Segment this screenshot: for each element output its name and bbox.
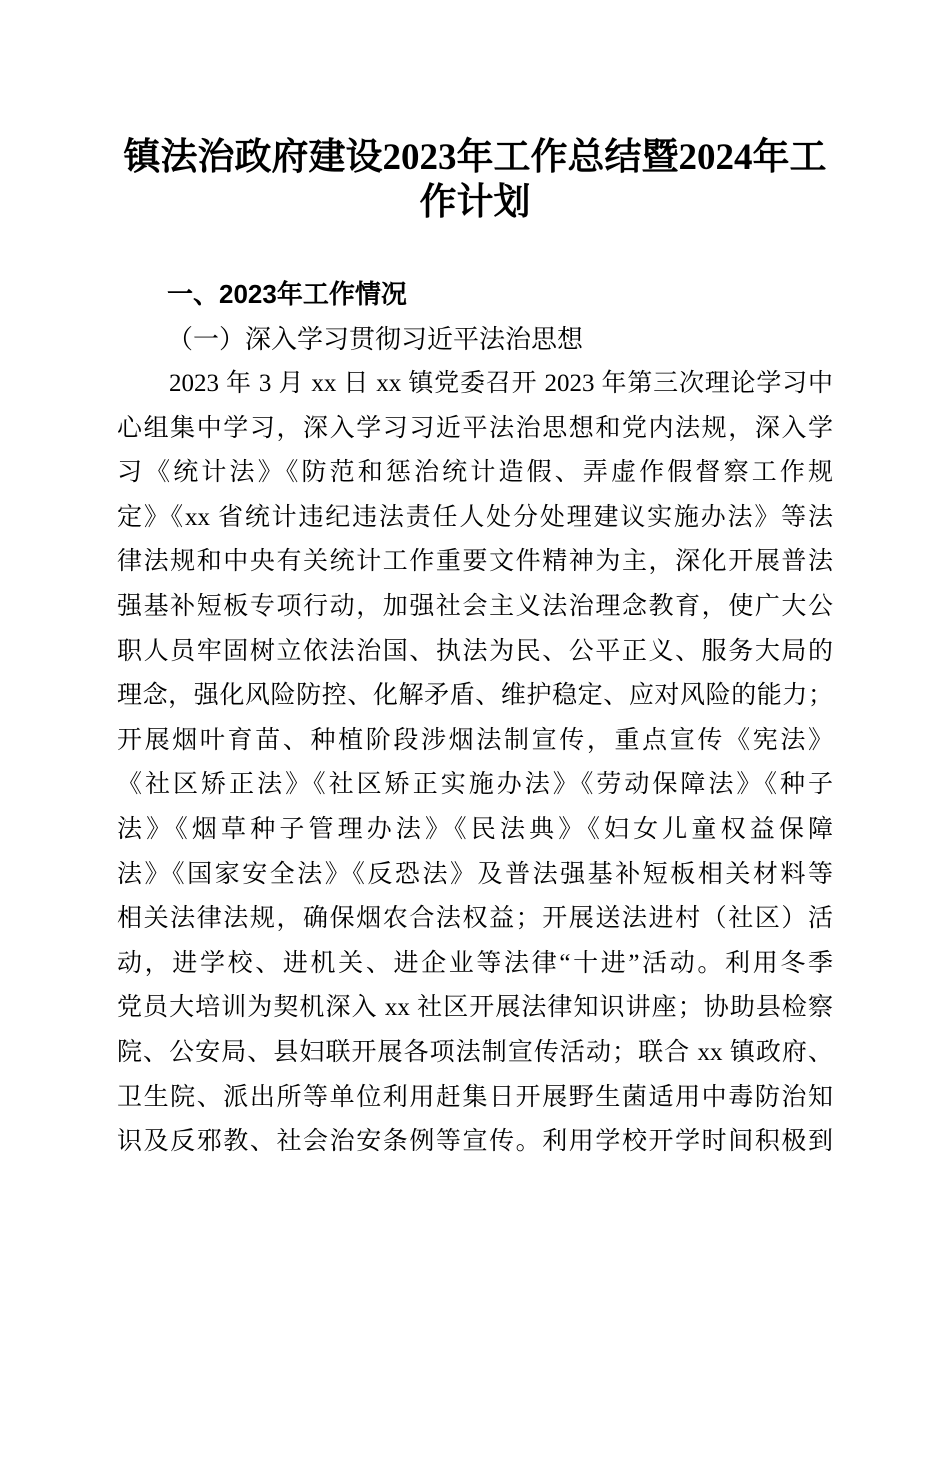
paragraph-line: 动，进学校、进机关、进企业等法律“十进”活动。利用冬季 [117, 949, 833, 977]
subsection-heading: （一）深入学习贯彻习近平法治思想 [167, 325, 584, 354]
document-title: 镇法治政府建设2023年工作总结暨2024年工作计划 [123, 137, 827, 223]
paragraph-line: 相关法律法规，确保烟农合法权益；开展送法进村（社区）活 [117, 905, 833, 933]
paragraph-line: 法》《国家安全法》《反恐法》及普法强基补短板相关材料等 [117, 860, 833, 888]
paragraph-line: 《社区矫正法》《社区矫正实施办法》《劳动保障法》《种子 [117, 771, 833, 799]
paragraph-line: 法》《烟草种子管理办法》《民法典》《妇女儿童权益保障 [117, 815, 833, 843]
paragraph-line: 开展烟叶育苗、种植阶段涉烟法制宣传，重点宣传《宪法》 [117, 726, 833, 754]
paragraph-line: 律法规和中央有关统计工作重要文件精神为主，深化开展普法 [117, 548, 833, 576]
document-page [117, 135, 833, 1165]
paragraph-line: 2023 年 3 月 xx 日 xx 镇党委召开 2023 年第三次理论学习中 [169, 370, 833, 397]
body-paragraph [117, 362, 833, 1165]
paragraph-line: 党员大培训为契机深入 xx 社区开展法律知识讲座；协助县检察 [117, 994, 833, 1022]
paragraph-line: 院、公安局、县妇联开展各项法制宣传活动；联合 xx 镇政府、 [117, 1038, 833, 1066]
paragraph-line: 识及反邪教、社会治安条例等宣传。利用学校开学时间积极到 [117, 1128, 833, 1156]
paragraph-line: 习《统计法》《防范和惩治统计造假、弄虚作假督察工作规 [117, 459, 833, 487]
paragraph-line: 强基补短板专项行动，加强社会主义法治理念教育，使广大公 [117, 592, 833, 620]
paragraph-line: 卫生院、派出所等单位利用赶集日开展野生菌适用中毒防治知 [117, 1083, 833, 1111]
paragraph-line: 职人员牢固树立依法治国、执法为民、公平正义、服务大局的 [117, 637, 833, 665]
paragraph-line: 理念，强化风险防控、化解矛盾、维护稳定、应对风险的能力； [117, 682, 833, 710]
paragraph-line: 定》《xx 省统计违纪违法责任人处分处理建议实施办法》等法 [117, 503, 833, 531]
paragraph-line: 心组集中学习，深入学习习近平法治思想和党内法规，深入学 [117, 414, 833, 442]
section-heading: 一、2023年工作情况 [167, 279, 407, 309]
